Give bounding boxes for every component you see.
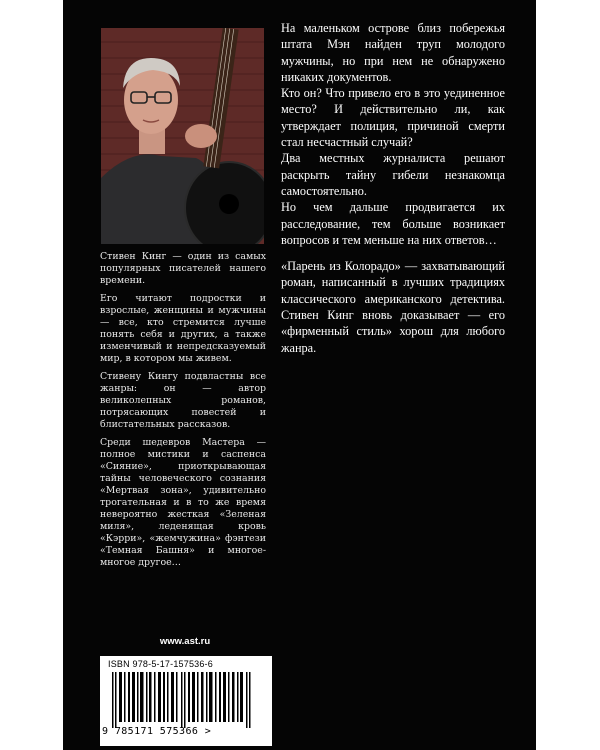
bio-paragraph: Стивен Кинг — один из самых популярных писателей нашего времени.	[100, 251, 266, 286]
synopsis-paragraph: Кто он? Что привело его в это уединенное место? И действительно ли, как утверждает полиция, причиной смерти стал несчастный случай?	[281, 86, 505, 150]
barcode-digits: 9 785171 575366 >	[102, 726, 212, 737]
isbn-barcode-box	[100, 656, 272, 746]
author-bio	[100, 251, 266, 575]
synopsis-paragraph: Два местных журналиста решают раскрыть тайну гибели незнакомца самостоятельно.	[281, 151, 505, 198]
author-portrait-image	[101, 28, 264, 244]
publisher-website: www.ast.ru	[159, 636, 211, 647]
bio-paragraph: Стивену Кингу подвластны все жанры: он — автор великолепных романов, потрясающих повестей и блистательных рассказов.	[100, 371, 266, 430]
author-photo	[101, 28, 264, 244]
book-back-cover	[63, 0, 536, 750]
barcode-icon	[106, 672, 266, 728]
book-synopsis	[281, 20, 505, 356]
bio-paragraph: Среди шедевров Мастера — полное мистики и саспенса «Сияние», приоткрывающая тайны человеческого сознания «Мертвая зона», удивительно трогательная и в то же время невероятно жесткая «Зеленая миля», леденящая кровь «Кэрри», «жемчужина» фэнтези «Темная Башня» и многое-многое другое…	[100, 437, 266, 568]
synopsis-paragraph: Но чем дальше продвигается их расследование, тем больше возникает вопросов и тем меньше на них ответов…	[281, 200, 505, 247]
synopsis-paragraph: На маленьком острове близ побережья штата Мэн найден труп молодого мужчины, но при нем не обнаружено никаких документов.	[281, 21, 505, 84]
paragraph-gap	[281, 248, 505, 258]
isbn-label: ISBN 978-5-17-157536-6	[108, 659, 213, 669]
synopsis-closing: «Парень из Колорадо» — захватывающий роман, написанный в лучших традициях классического американского детектива. Стивен Кинг вновь доказывает — его «фирменный стиль» хорош для любого жанра.	[281, 259, 505, 355]
bio-paragraph: Его читают подростки и взрослые, женщины и мужчины — все, кто стремится лучше понять себя и других, а также изменчивый и непредсказуемый мир, в котором мы живем.	[100, 293, 266, 364]
